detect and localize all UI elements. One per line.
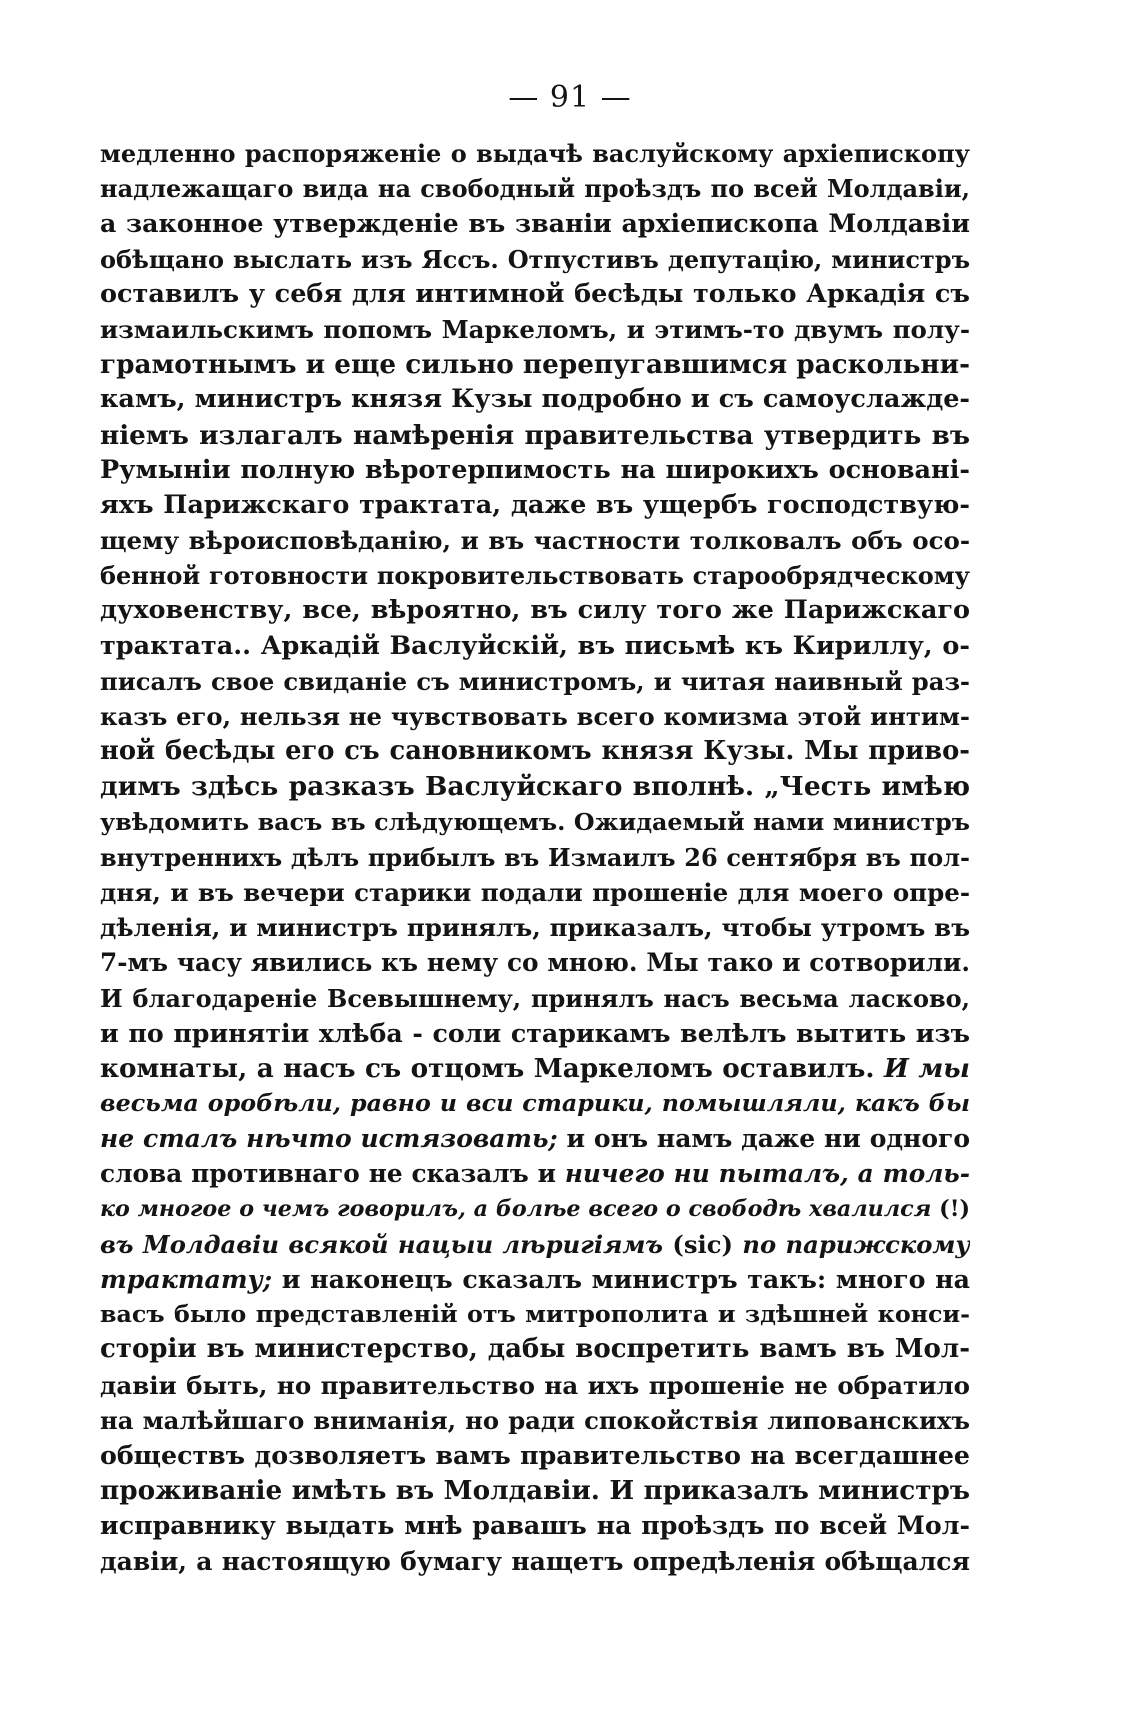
text-segment: камъ, министръ князя Кузы подробно и съ самоуслажде- [100, 384, 970, 415]
text-segment: ніемъ излагалъ намѣренія правительства утвердить въ [100, 419, 970, 451]
text-line [100, 1227, 970, 1262]
text-segment: Румыніи полную вѣротерпимость на широкихъ основані- [100, 454, 970, 485]
italic-segment: ничего ни пыталъ, а толь- [564, 1159, 970, 1189]
text-line [100, 1403, 970, 1438]
body-text [100, 136, 970, 1579]
text-line [100, 1508, 970, 1543]
text-line [100, 1544, 970, 1579]
italic-segment: въ Молдавіи всякой нацыи лѣригіямъ [100, 1229, 664, 1259]
text-line [100, 875, 970, 910]
text-segment: трактата.. Аркадій Васлуйскій, въ письмѣ къ Кириллу, о- [100, 630, 970, 661]
text-segment: (sic) [663, 1229, 743, 1259]
text-segment: увѣдомить васъ въ слѣдующемъ. Ожидаемый нами министръ [100, 807, 970, 836]
text-line [100, 1156, 970, 1191]
text-segment: сторіи въ министерство, дабы воспретить вамъ въ Мол- [100, 1334, 970, 1365]
text-line [100, 206, 970, 241]
text-line [100, 558, 970, 593]
text-line [100, 312, 970, 347]
text-line [100, 136, 970, 171]
text-line [100, 1438, 970, 1473]
italic-segment: трактату; [100, 1264, 273, 1294]
text-line [100, 593, 970, 628]
text-line [100, 1121, 970, 1156]
text-segment: обѣщано выслать изъ Яссъ. Отпустивъ депутацію, министръ [100, 244, 970, 274]
text-segment: И благодареніе Всевышнему, принялъ насъ весьма ласково, [100, 983, 970, 1013]
text-line [100, 277, 970, 312]
text-line [100, 382, 970, 417]
text-segment: давіи быть, но правительство на ихъ прошеніе не обратило [100, 1370, 970, 1400]
text-segment: 7-мъ часу явились къ нему со мною. Мы тако и сотворили. [100, 948, 970, 978]
text-segment: и наконецъ сказалъ министръ такъ: много на [272, 1264, 970, 1294]
text-line [100, 910, 970, 945]
italic-segment: не сталъ нѣчто истязовать; [100, 1124, 558, 1154]
text-line [100, 769, 970, 804]
italic-segment: ко многое о чемъ говорилъ, а болѣе всего о свободѣ хвалился [100, 1195, 932, 1222]
text-segment: (!) [931, 1195, 970, 1222]
text-segment: дѣленія, и министръ принялъ, приказалъ, чтобы утромъ въ [100, 913, 970, 943]
text-line [100, 1086, 970, 1121]
text-line [100, 664, 970, 699]
text-line [100, 1192, 970, 1227]
text-segment: дня, и въ вечери старики подали прошеніе для моего опре- [100, 877, 970, 907]
text-line [100, 418, 970, 453]
text-line [100, 1016, 970, 1051]
italic-segment: по парижскому [742, 1229, 970, 1259]
text-line [100, 734, 970, 769]
text-line [100, 488, 970, 523]
text-line [100, 840, 970, 875]
text-segment: бенной готовности покровительствовать старообрядческому [100, 561, 970, 591]
text-segment: обществъ дозволяетъ вамъ правительство на всегдашнее [100, 1439, 970, 1470]
page-number: — 91 — [508, 80, 632, 115]
text-segment: давіи, а настоящую бумагу нащетъ опредѣленія обѣщался [100, 1546, 970, 1576]
text-line [100, 1473, 970, 1508]
text-segment: ной бесѣды его съ сановникомъ князя Кузы. Мы приво- [100, 736, 970, 767]
text-segment: исправнику выдать мнѣ равашъ на проѣздъ по всей Мол- [100, 1510, 970, 1541]
text-segment: на малѣйшаго вниманія, но ради спокойствія липованскихъ [100, 1405, 970, 1435]
text-line [100, 523, 970, 558]
text-line [100, 453, 970, 488]
text-segment: и по принятіи хлѣба - соли старикамъ велѣлъ вытить изъ [100, 1017, 970, 1048]
text-segment: измаильскимъ попомъ Маркеломъ, и этимъ-то двумъ полу- [100, 314, 970, 344]
text-segment: яхъ Парижскаго трактата, даже въ ущербъ господствую- [100, 489, 970, 520]
text-line [100, 1332, 970, 1367]
italic-segment: весьма оробѣли, равно и вси старики, помышляли, какъ бы [100, 1089, 970, 1118]
text-line [100, 629, 970, 664]
text-line [100, 1297, 970, 1332]
text-line [100, 171, 970, 206]
text-line [100, 699, 970, 734]
text-segment: димъ здѣсь разказъ Васлуйскаго вполнѣ. „Честь имѣю [100, 771, 970, 803]
text-segment: надлежащаго вида на свободный проѣздъ по всей Молдавіи, [100, 174, 970, 204]
text-line [100, 347, 970, 382]
text-line [100, 1262, 970, 1297]
text-segment: казъ его, нельзя не чувствовать всего комизма этой интим- [100, 702, 970, 731]
text-segment: духовенству, все, вѣроятно, въ силу того же Парижскаго [100, 595, 970, 626]
text-segment: внутреннихъ дѣлъ прибылъ въ Измаилъ 26 сентября въ пол- [100, 842, 970, 872]
italic-segment: И мы [884, 1052, 970, 1084]
text-line [100, 242, 970, 277]
text-segment: грамотнымъ и еще сильно перепугавшимся раскольни- [100, 349, 970, 381]
text-segment: комнаты, а насъ съ отцомъ Маркеломъ оставилъ. [100, 1052, 885, 1084]
text-segment: васъ было представленій отъ митрополита и здѣшней конси- [100, 1300, 970, 1329]
text-line [100, 1368, 970, 1403]
text-segment: щему вѣроисповѣданію, и въ частности толковалъ объ осо- [100, 526, 970, 556]
text-segment: слова противнаго не сказалъ и [100, 1159, 565, 1189]
text-line [100, 945, 970, 980]
text-segment: писалъ свое свиданіе съ министромъ, и читая наивный раз- [100, 666, 970, 696]
text-segment: медленно распоряженіе о выдачѣ васлуйскому архіепископу [100, 139, 970, 168]
text-segment: а законное утвержденіе въ званіи архіепископа Молдавіи [100, 208, 970, 239]
text-line [100, 805, 970, 840]
text-segment: проживаніе имѣть въ Молдавіи. И приказалъ министръ [100, 1475, 970, 1507]
text-line [100, 1051, 970, 1086]
text-segment: и онъ намъ даже ни одного [557, 1124, 970, 1154]
text-segment: оставилъ у себя для интимной бесѣды только Аркадія съ [100, 278, 970, 309]
text-line [100, 981, 970, 1016]
